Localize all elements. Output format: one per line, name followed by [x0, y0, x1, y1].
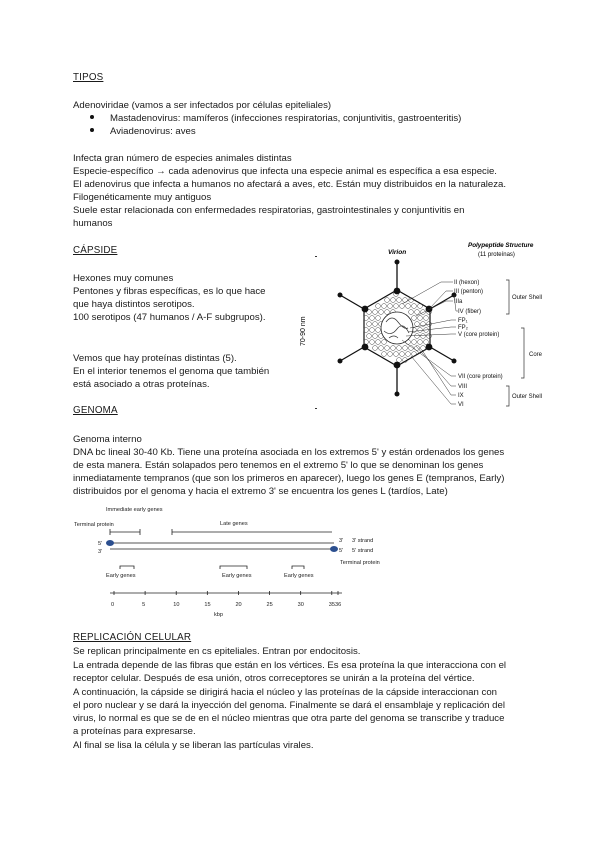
axis-label: kbp: [214, 612, 224, 618]
strand-top-label: 3' strand: [352, 538, 374, 544]
paragraph-line: a proteínas para expresarse.: [73, 726, 196, 737]
bracket-outer-shell-2: [506, 386, 509, 406]
penton: [362, 344, 369, 351]
protein-label: FP₁: [458, 318, 468, 324]
early-genes-bracket: [220, 566, 247, 569]
paragraph-line: Filogenéticamente muy antiguos: [73, 192, 212, 203]
end-label-5-right: 5': [339, 548, 344, 554]
bracket-outer-shell: [506, 280, 509, 314]
terminal-protein-right-label: Terminal protein: [340, 560, 380, 566]
terminal-protein-label: Terminal protein: [74, 522, 114, 528]
virion-structure-figure: [296, 238, 556, 410]
protein-label: VI: [458, 402, 464, 408]
figure-title: Polypeptide Structure: [468, 242, 534, 249]
protein-label: III (penton): [454, 289, 484, 295]
immediate-early-label: Immediate early genes: [106, 507, 163, 513]
penton: [426, 344, 433, 351]
strand-bottom-label: 5' strand: [352, 548, 374, 554]
late-genes-label: Late genes: [220, 521, 248, 527]
early-genes-label: Early genes: [284, 573, 314, 579]
group-label: Outer Shell: [512, 394, 543, 400]
paragraph-line: DNA bc lineal 30-40 Kb. Tiene una proteína asociada en los extremos 5' y están ordenados los genes: [73, 447, 505, 458]
axis-tick-label: 25: [266, 602, 273, 608]
size-label: 70-90 nm: [300, 316, 307, 346]
paragraph-line: El adenovirus que infecta a humanos no afectará a aves, etc. Están muy distribuidos en la naturaleza.: [73, 179, 507, 190]
section-heading-tipos: TIPOS: [73, 72, 104, 83]
paragraph-line: Se replican principalmente en cs epiteliales. Entran por endocitosis.: [73, 646, 361, 657]
fiber-knob: [338, 359, 343, 364]
fiber: [340, 295, 364, 309]
protein-label: IIIa: [454, 299, 463, 305]
paragraph-line: está asociado a otras proteínas.: [73, 379, 210, 390]
protein-label: IV (fiber): [458, 309, 482, 315]
penton: [362, 306, 369, 313]
protein-label: II (hexon): [454, 280, 480, 286]
terminal-protein-left: [106, 540, 114, 546]
axis-tick-label: 10: [173, 602, 180, 608]
axis-tick-label: 36: [335, 602, 342, 608]
early-genes-label: Early genes: [106, 573, 136, 579]
leader-line: [430, 291, 453, 308]
end-label-3: 3': [98, 549, 103, 555]
paragraph-line: Al final se lisa la célula y se liberan las partículas virales.: [73, 740, 314, 751]
bullet-item: Mastadenovirus: mamíferos (infecciones respiratorias, conjuntivitis, gastroenteritis): [90, 112, 461, 125]
group-label: Core: [529, 352, 543, 358]
paragraph-line: Especie-específico → cada adenovirus que infecta una especie animal es específica a esa especie.: [73, 166, 497, 177]
section-heading-capside: CÁPSIDE: [73, 245, 118, 256]
tipos-intro: Adenoviridae (vamos a ser infectados por células epiteliales): [73, 100, 332, 111]
figure-subtitle: (11 proteínas): [478, 252, 515, 258]
end-label-3-right: 3': [339, 538, 344, 544]
paragraph-line: receptor celular. Después de esa unión, otros correceptores se unirán a la proteína del vértice.: [73, 673, 475, 684]
axis-tick-label: 15: [204, 602, 211, 608]
bracket-core: [521, 328, 524, 378]
protein-label: FP₂: [458, 325, 468, 331]
end-label-5: 5': [98, 541, 103, 547]
protein-label: VII (core protein): [458, 374, 503, 380]
axis-ticks: [111, 591, 341, 608]
section-heading-genoma: GENOMA: [73, 405, 118, 416]
axis-tick-label: 35: [328, 602, 336, 608]
protein-label: V (core protein): [458, 332, 500, 338]
bullet-item: Aviadenovirus: aves: [90, 125, 196, 138]
paragraph-line: de esta manera. Están solapados pero tenemos en el extremo 5' lo que se denominan los genes: [73, 460, 484, 471]
fiber-knob: [452, 359, 457, 364]
virion-particle: [338, 260, 459, 405]
group-label: Outer Shell: [512, 295, 543, 301]
fiber: [430, 347, 454, 361]
early-genes-label: Early genes: [222, 573, 252, 579]
section-heading-replicacion: REPLICACIÓN CELULAR: [73, 632, 192, 643]
fiber: [340, 347, 364, 361]
penton: [394, 362, 401, 369]
fiber: [430, 295, 454, 309]
axis-tick-label: 20: [235, 602, 242, 608]
paragraph-line: inmediatamente tempranos (que son los primeros en aparecer), luego los genes E (tempranos, Early): [73, 473, 505, 484]
fiber-knob: [395, 260, 400, 265]
terminal-protein-right-marker: [330, 546, 338, 552]
paragraph-line: Hexones muy comunes: [73, 273, 174, 284]
virion-core: [381, 312, 413, 344]
virion-label: Virion: [388, 249, 407, 256]
genome-map-figure: [72, 505, 392, 620]
axis-tick-label: 5: [142, 602, 146, 608]
paragraph-line: En el interior tenemos el genoma que también: [73, 366, 270, 377]
paragraph-line: virus, lo normal es que se de en el núcleo mientras que otra parte del genoma se transcribe y traduce: [73, 713, 505, 724]
paragraph-line: el poro nuclear y se dará la inyección del genoma. Finalmente se dará el ensamblaje y replicación del: [73, 700, 505, 711]
protein-label: VIII: [458, 384, 468, 390]
protein-label: IX: [458, 393, 464, 399]
fiber-knob: [338, 293, 343, 298]
early-genes-bracket: [292, 566, 304, 569]
bullet-icon: [90, 115, 94, 119]
paragraph-line: distribuidos por el genoma y hacia el extremo 3' se encuentra los genes L (tardíos, Late): [73, 486, 448, 497]
paragraph-line: Vemos que hay proteínas distintas (5).: [73, 353, 237, 364]
bullet-icon: [90, 128, 94, 132]
genoma-subheading: Genoma interno: [73, 434, 142, 445]
early-genes-bracket: [120, 566, 134, 569]
paragraph-line: Suele estar relacionada con enfermedades respiratorias, gastrointestinales y conjuntivitis en: [73, 205, 465, 216]
paragraph-line: Infecta gran número de especies animales distintas: [73, 153, 292, 164]
paragraph-line: 100 serotipos (47 humanos / A-F subgrupos).: [73, 312, 266, 323]
paragraph-line: A continuación, la cápside se dirigirá hacia el núcleo y las proteínas de la cápside interaccionan con: [73, 687, 497, 698]
paragraph-line: humanos: [73, 218, 113, 229]
paragraph-line: que haya distintos serotipos.: [73, 299, 195, 310]
penton: [394, 288, 401, 295]
axis-tick-label: 30: [297, 602, 304, 608]
axis-tick-label: 0: [111, 602, 115, 608]
paragraph-line: Pentones y fibras específicas, es lo que hace: [73, 286, 266, 297]
paragraph-line: La entrada depende de las fibras que están en los vértices. Es esa proteína la que interacciona con el: [73, 660, 507, 671]
fiber-knob: [395, 392, 400, 397]
